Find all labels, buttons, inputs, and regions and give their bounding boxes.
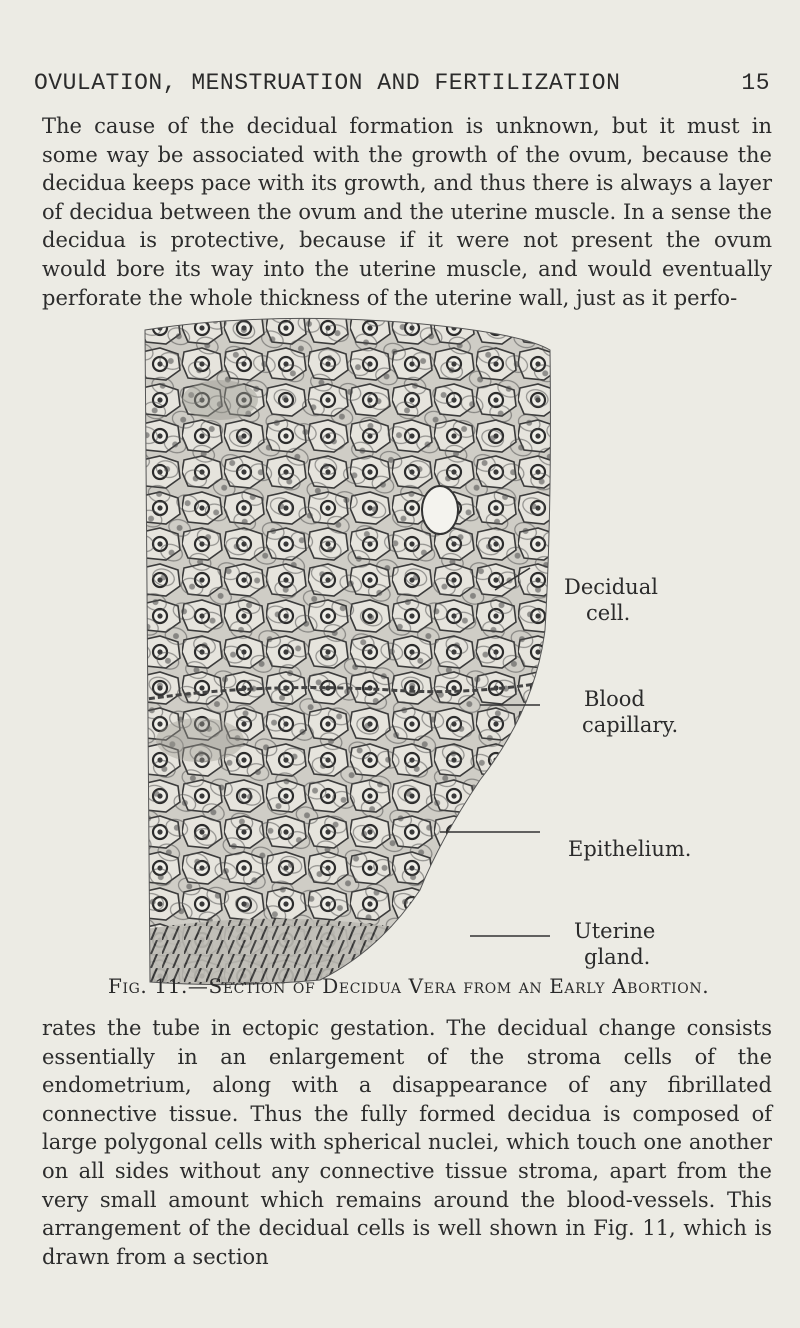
label-uterine-gland: Uterine gland.: [574, 919, 656, 969]
label-blood-capillary: Blood capillary.: [582, 687, 679, 737]
page-number: 15: [741, 70, 770, 96]
figure-caption: Fig. 11.—Section of Decidua Vera from an Early Abortion.: [108, 974, 710, 998]
paragraph-2: rates the tube in ectopic gestation. The decidual change consists essentially in an enlargement of the stroma cells of the endometrium, along with a disappearance of any fibrillated connective tissue. Thus the fully formed decidua is composed of large polygonal cells with spherical nuclei, which touch one another on all sides without any connective tissue stroma, apart from the very small amount which remains around the blood-vessels. This arrangement of the decidual cells is well shown in Fig. 11, which is drawn from a section: [42, 1016, 772, 1269]
running-header: [34, 70, 770, 96]
running-title: OVULATION, MENSTRUATION AND FERTILIZATION: [34, 70, 621, 96]
histology-figure: [140, 310, 560, 990]
paragraph-1: The cause of the decidual formation is unknown, but it must in some way be associated with the growth of the ovum, because the decidua keeps pace with its growth, and thus there is always a layer of decidua between the ovum and the uterine muscle. In a sense the decidua is protective, because if it were not present the ovum would bore its way into the uterine muscle, and would eventually perforate the whole thickness of the uterine wall, just as it perfo-: [42, 114, 772, 310]
label-decidual-cell: Decidual cell.: [564, 575, 658, 625]
label-epithelium: Epithelium.: [568, 837, 692, 861]
